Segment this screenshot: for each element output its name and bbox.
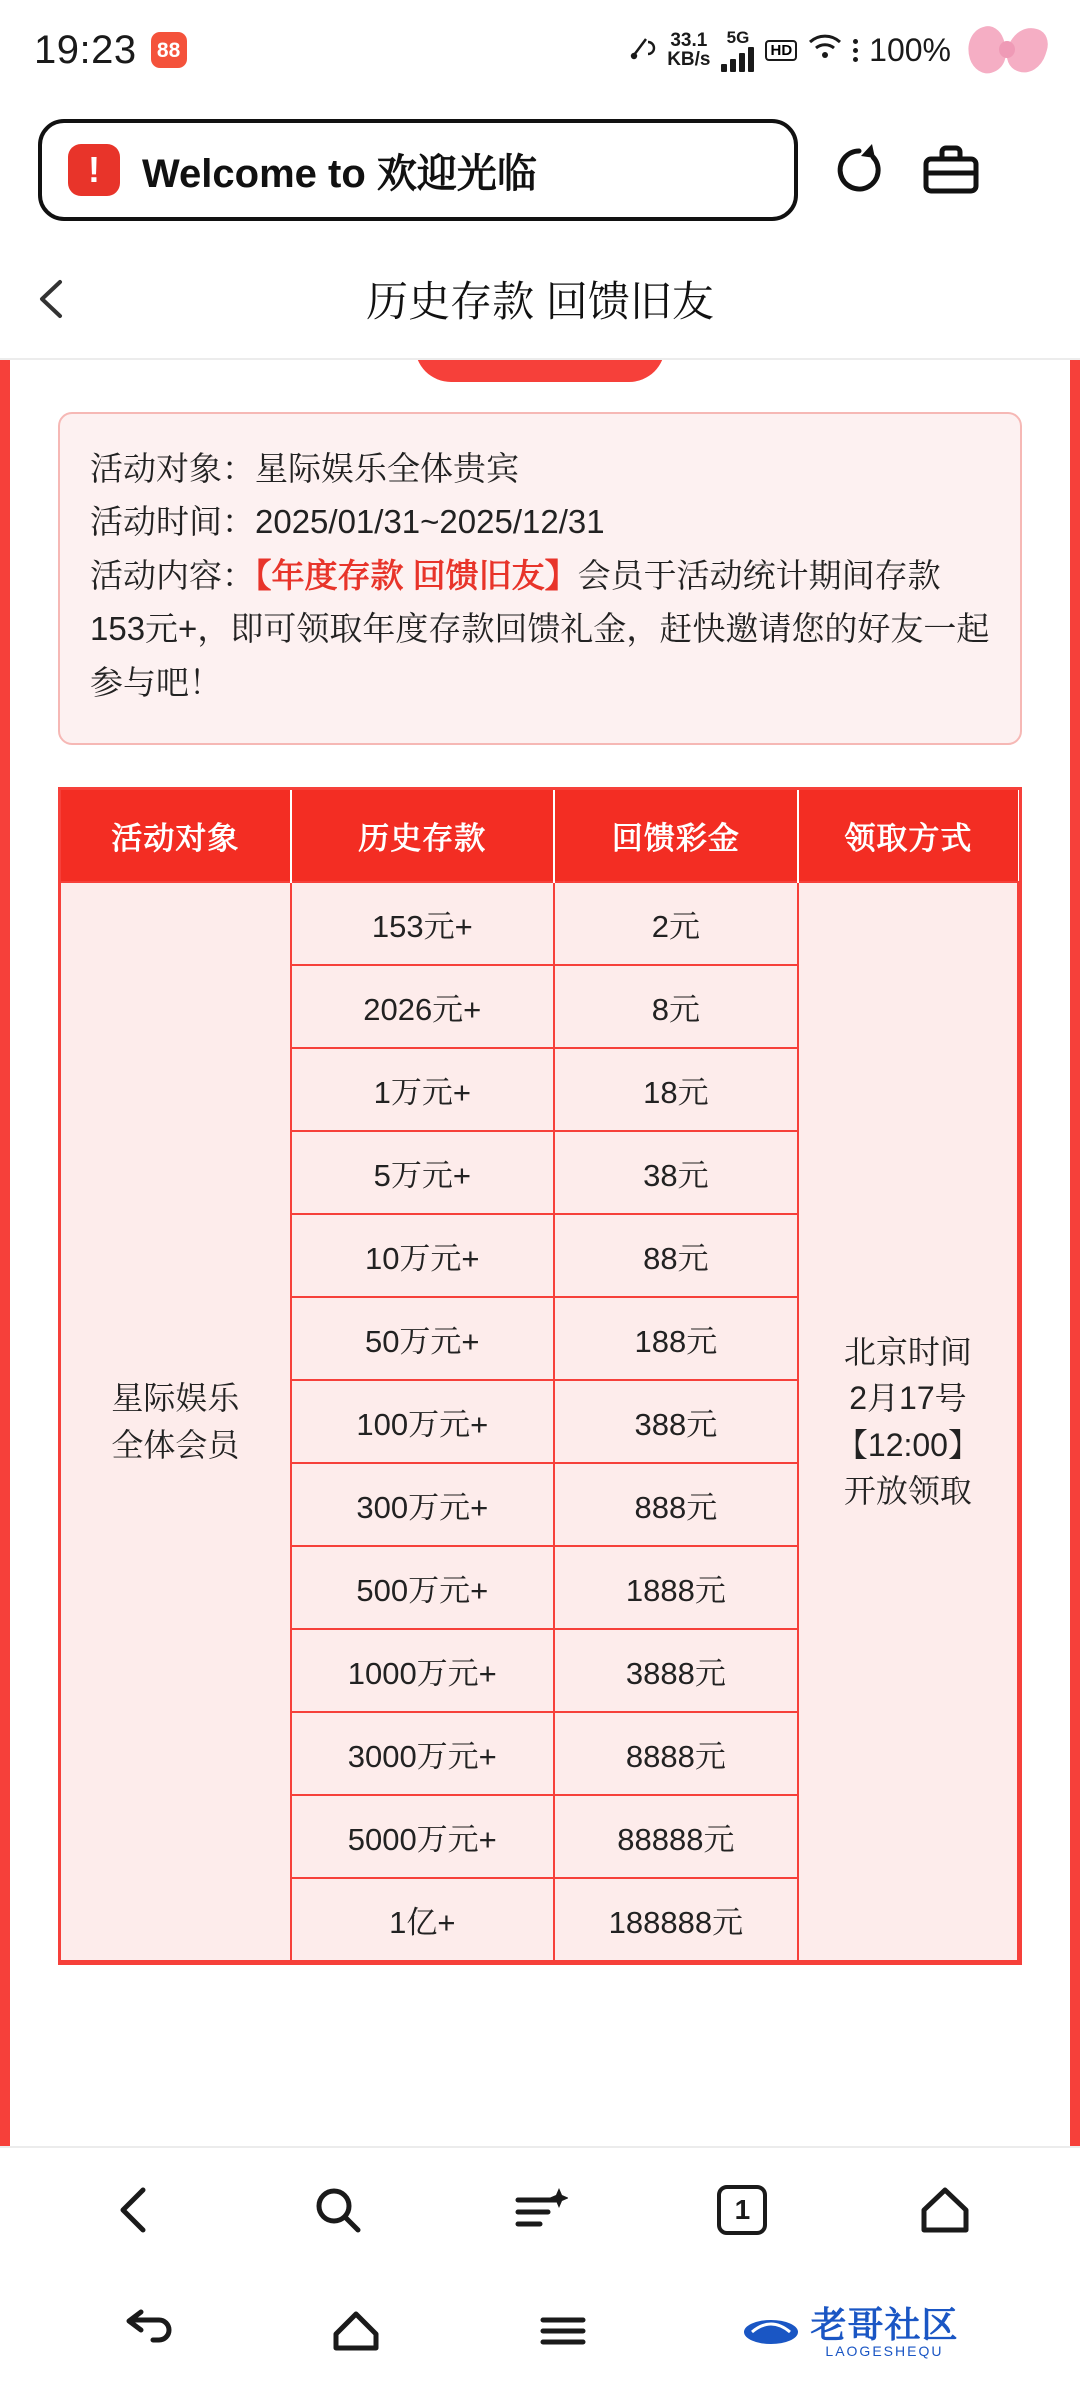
browser-bottom-nav <box>0 2146 1080 2272</box>
notice-target-value: 星际娱乐全体贵宾 <box>255 450 519 487</box>
status-time: 19:23 <box>34 27 137 72</box>
table-cell-deposit: 2026元+ <box>291 965 554 1048</box>
table-header-deposit: 历史存款 <box>291 790 554 882</box>
prize-table <box>61 790 1019 1962</box>
app-badge-icon: 88 <box>151 32 187 68</box>
notice-content-highlight: 【年度存款 回馈旧友】 <box>255 556 578 594</box>
notice-time-value: 2025/01/31~2025/12/31 <box>255 503 605 541</box>
notice-line-target <box>90 442 990 495</box>
url-bar[interactable] <box>38 119 798 221</box>
table-cell-deposit: 50万元+ <box>291 1297 554 1380</box>
prize-table-wrap <box>58 787 1022 1965</box>
system-recents-icon[interactable] <box>535 2304 591 2360</box>
table-cell-bonus: 2元 <box>554 882 798 965</box>
notice-target-label: 活动对象： <box>90 450 255 487</box>
table-cell-deposit: 3000万元+ <box>291 1712 554 1795</box>
promo-content <box>0 360 1080 2146</box>
tabs-icon[interactable] <box>712 2180 772 2240</box>
table-cell-method: 北京时间 2月17号 【12:00】 开放领取 <box>798 882 1018 1961</box>
prize-table-body <box>61 882 1018 1961</box>
table-header-method: 领取方式 <box>798 790 1018 882</box>
search-icon[interactable] <box>308 2180 368 2240</box>
network-type-group <box>721 29 754 72</box>
table-cell-deposit: 1000万元+ <box>291 1629 554 1712</box>
table-cell-bonus: 88888元 <box>554 1795 798 1878</box>
watermark-text <box>810 2303 959 2359</box>
table-cell-deposit: 5000万元+ <box>291 1795 554 1878</box>
notice-line-content <box>90 549 990 709</box>
toolbox-icon[interactable] <box>920 139 982 201</box>
back-chevron-icon[interactable] <box>30 276 76 322</box>
network-speed <box>667 31 710 70</box>
table-cell-deposit: 1万元+ <box>291 1048 554 1131</box>
notice-line-time <box>90 495 990 548</box>
back-icon[interactable] <box>105 2180 165 2240</box>
status-bar-left <box>34 28 187 73</box>
menu-sparkle-icon[interactable] <box>510 2180 570 2240</box>
table-header-row <box>61 790 1018 882</box>
network-speed-value: 33.1 <box>670 29 708 51</box>
table-cell-bonus: 388元 <box>554 1380 798 1463</box>
page-header <box>0 240 1080 360</box>
wifi-icon <box>808 34 842 66</box>
table-cell-deposit: 300万元+ <box>291 1463 554 1546</box>
table-cell-bonus: 18元 <box>554 1048 798 1131</box>
watermark-cn: 老哥社区 <box>810 2303 959 2345</box>
warning-icon: ! <box>68 144 120 196</box>
table-cell-bonus: 1888元 <box>554 1546 798 1629</box>
activity-notice-box <box>58 412 1022 745</box>
system-back-icon[interactable] <box>121 2304 177 2360</box>
watermark-logo-icon <box>742 2310 800 2354</box>
table-cell-target: 星际娱乐 全体会员 <box>61 882 291 1961</box>
table-cell-bonus: 188888元 <box>554 1878 798 1961</box>
browser-toolbar <box>0 100 1080 240</box>
network-speed-unit: KB/s <box>667 49 711 70</box>
table-cell-deposit: 500万元+ <box>291 1546 554 1629</box>
table-cell-bonus: 8元 <box>554 965 798 1048</box>
status-bar <box>0 0 1080 100</box>
notice-content-value: 会员于活动统计期间存款153元+，即可领取年度存款回馈礼金，赶快邀请您的好友一起参与吧！ <box>90 556 990 701</box>
tabs-count-label: 1 <box>717 2185 767 2235</box>
battery-percent: 100% <box>869 31 951 68</box>
table-cell-deposit: 100万元+ <box>291 1380 554 1463</box>
table-cell-bonus: 888元 <box>554 1463 798 1546</box>
bow-decoration-icon <box>968 21 1046 79</box>
table-header-bonus: 回馈彩金 <box>554 790 798 882</box>
red-tab-decoration <box>415 360 665 382</box>
url-text: Welcome to 欢迎光临 <box>142 151 537 196</box>
network-type-label: 5G <box>726 27 750 47</box>
table-cell-bonus: 188元 <box>554 1297 798 1380</box>
home-icon[interactable] <box>915 2180 975 2240</box>
battery-icon <box>853 39 858 62</box>
table-cell-deposit: 5万元+ <box>291 1131 554 1214</box>
table-cell-bonus: 8888元 <box>554 1712 798 1795</box>
reload-icon[interactable] <box>828 139 890 201</box>
table-cell-deposit: 1亿+ <box>291 1878 554 1961</box>
table-cell-bonus: 88元 <box>554 1214 798 1297</box>
system-navigation-bar <box>0 2272 1080 2392</box>
hd-badge: HD <box>765 40 797 61</box>
page-title: 历史存款 回馈旧友 <box>366 278 714 325</box>
system-home-icon[interactable] <box>328 2304 384 2360</box>
table-header-target: 活动对象 <box>61 790 291 882</box>
nfc-icon <box>630 33 656 68</box>
signal-bars-icon <box>721 46 754 72</box>
status-bar-right <box>630 21 1046 79</box>
notice-content-label: 活动内容： <box>90 556 255 594</box>
table-cell-bonus: 38元 <box>554 1131 798 1214</box>
table-cell-bonus: 3888元 <box>554 1629 798 1712</box>
table-cell-deposit: 153元+ <box>291 882 554 965</box>
notice-time-label: 活动时间： <box>90 503 255 541</box>
watermark-en: LAOGESHEQU <box>825 2342 944 2359</box>
table-row <box>61 882 1018 965</box>
table-cell-deposit: 10万元+ <box>291 1214 554 1297</box>
watermark <box>742 2303 959 2359</box>
